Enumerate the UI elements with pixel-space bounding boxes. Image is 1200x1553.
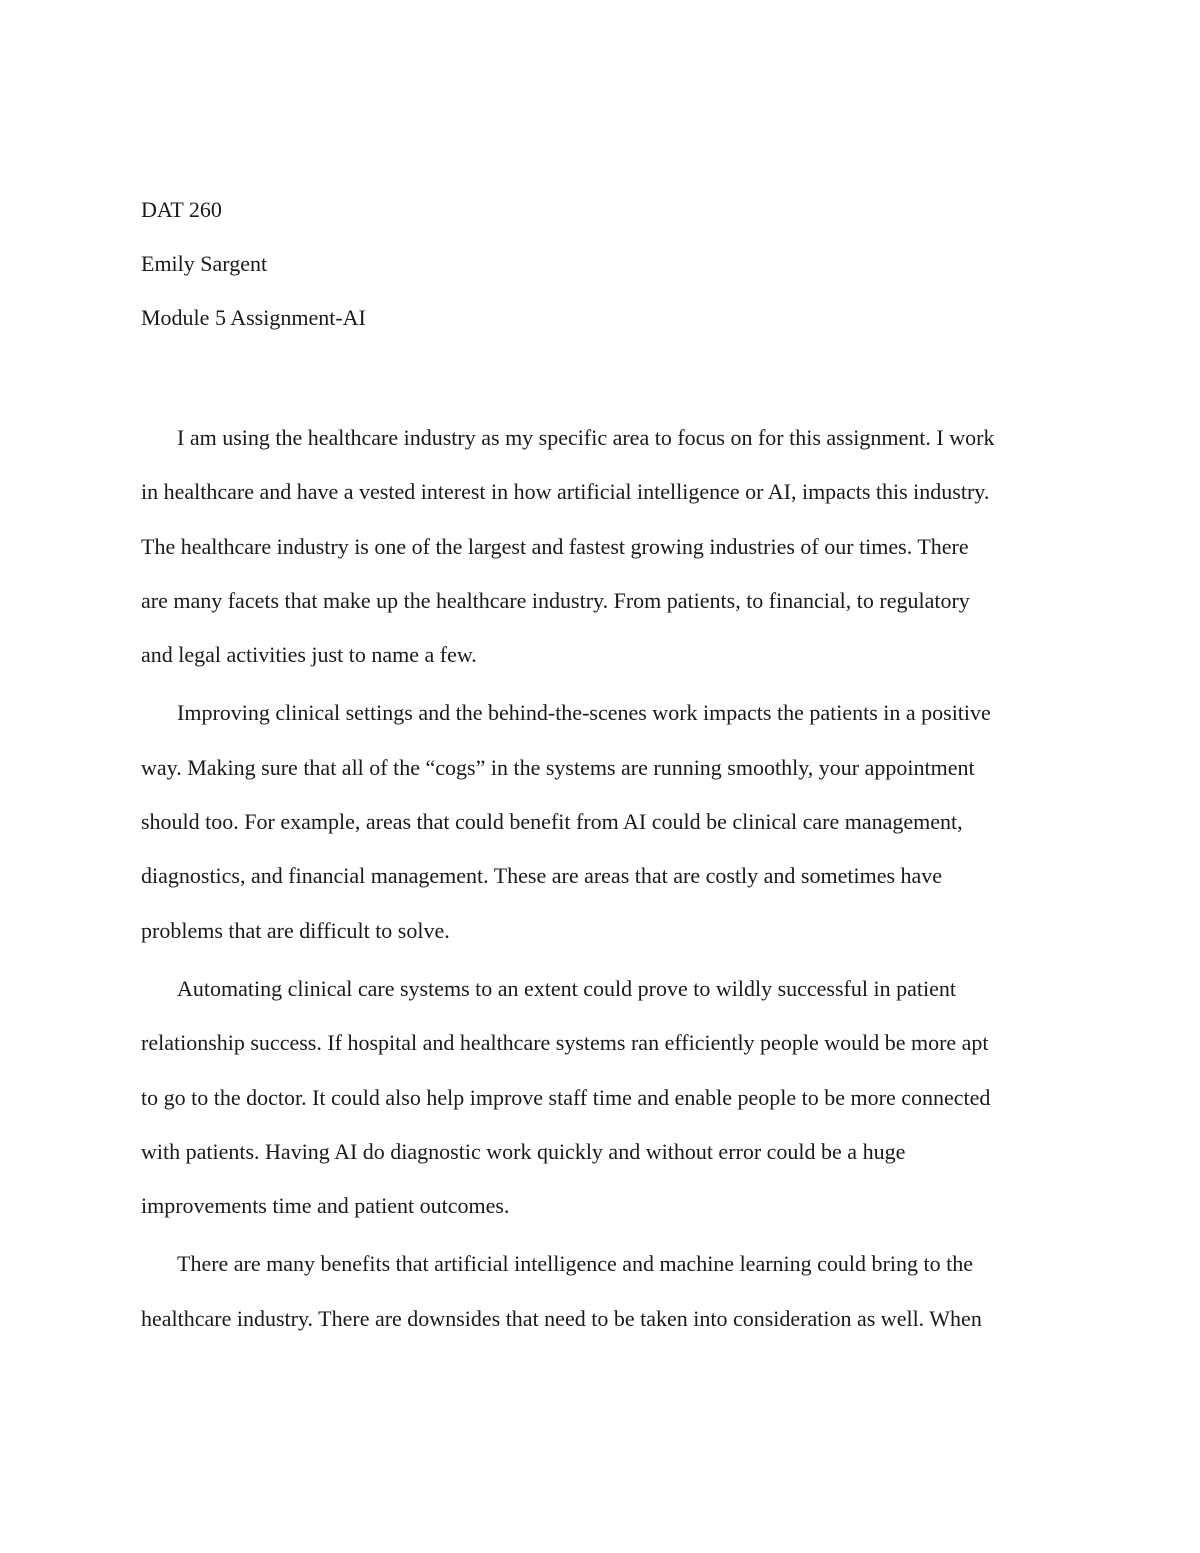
paragraph-line: and legal activities just to name a few.: [141, 642, 477, 668]
paragraph-line: There are many benefits that artificial intelligence and machine learning could bring to the: [177, 1251, 973, 1277]
document-body: [141, 196, 1061, 1346]
paragraph-line: problems that are difficult to solve.: [141, 917, 450, 943]
assignment-title: Module 5 Assignment-AI: [141, 305, 366, 330]
paragraph-3: [141, 962, 1061, 1233]
header-block: [141, 196, 1061, 331]
paragraph-line: healthcare industry. There are downsides that need to be taken into consideration as well. When: [141, 1305, 982, 1331]
paragraph-line: to go to the doctor. It could also help improve staff time and enable people to be more connected: [141, 1084, 991, 1110]
paragraph-line: way. Making sure that all of the “cogs” in the systems are running smoothly, your appointment: [141, 754, 975, 780]
paragraph-line: diagnostics, and financial management. These are areas that are costly and sometimes have: [141, 863, 943, 889]
paragraph-line: are many facets that make up the healthcare industry. From patients, to financial, to regulatory: [141, 587, 970, 613]
paragraph-4: [141, 1237, 1061, 1346]
paragraph-line: I am using the healthcare industry as my specific area to focus on for this assignment. I work: [177, 425, 995, 450]
paragraph-line: Automating clinical care systems to an extent could prove to wildly successful in patient: [177, 975, 956, 1001]
paragraph-1: [141, 411, 1061, 682]
author-name: Emily Sargent: [141, 251, 268, 276]
paragraph-line: should too. For example, areas that could benefit from AI could be clinical care management,: [141, 809, 963, 835]
paragraph-2: [141, 686, 1061, 957]
paragraph-line: relationship success. If hospital and healthcare systems ran efficiently people would be more apt: [141, 1030, 989, 1056]
paragraph-line: The healthcare industry is one of the largest and fastest growing industries of our times. There: [141, 533, 969, 559]
paragraph-line: improvements time and patient outcomes.: [141, 1193, 510, 1219]
course-code: DAT 260: [141, 197, 222, 222]
paragraph-line: in healthcare and have a vested interest in how artificial intelligence or AI, impacts this industry.: [141, 479, 990, 505]
paragraph-line: with patients. Having AI do diagnostic work quickly and without error could be a huge: [141, 1138, 906, 1164]
paragraph-line: Improving clinical settings and the behind-the-scenes work impacts the patients in a positive: [177, 700, 991, 726]
